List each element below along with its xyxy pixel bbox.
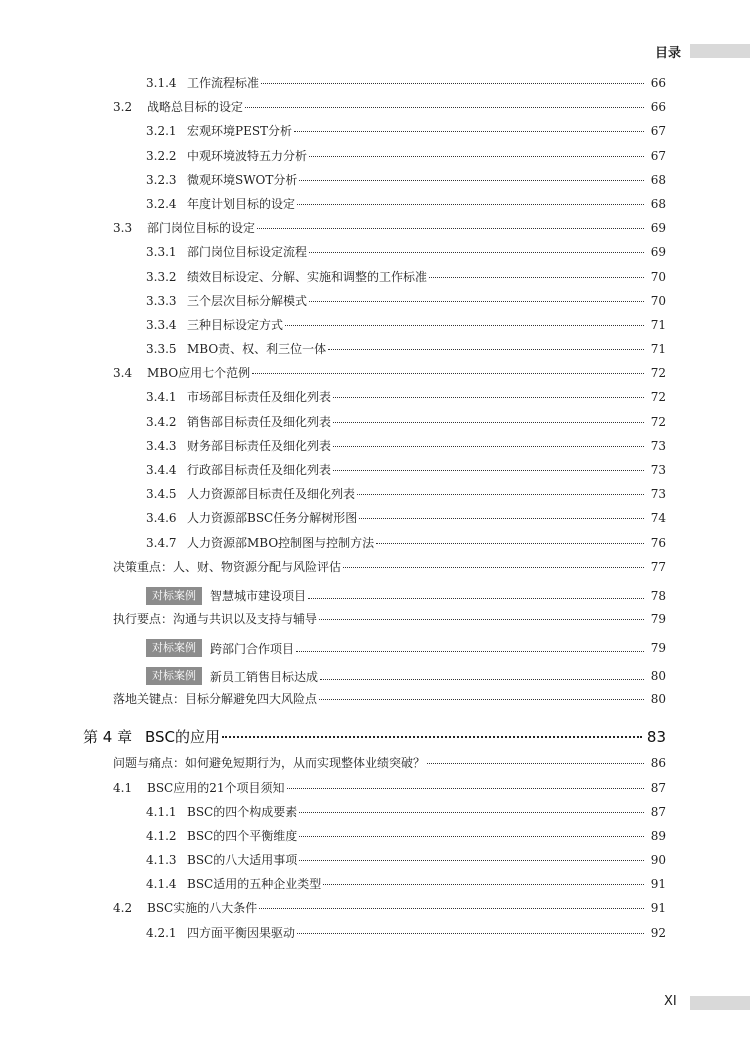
dot-leader [222, 736, 642, 738]
dot-leader [259, 908, 644, 909]
entry-number: 3.3.4 [146, 317, 177, 332]
entry-page: 68 [650, 172, 666, 187]
entry-number: 3.2.4 [146, 196, 177, 211]
dot-leader [309, 301, 644, 302]
entry-page: 71 [650, 342, 666, 357]
entry-title: BSC的八大适用事项 [187, 853, 298, 868]
entry-number: 3.3.2 [146, 269, 177, 284]
entry-title: MBO应用七个范例 [147, 366, 251, 381]
header-bar [690, 44, 750, 58]
dot-leader [309, 156, 644, 157]
entry-page: 72 [650, 414, 666, 429]
toc-entry[interactable] [146, 461, 666, 485]
entry-title: 绩效目标设定、分解、实施和调整的工作标准 [187, 269, 428, 284]
dot-leader [429, 277, 644, 278]
entry-number: 3.3.3 [146, 293, 177, 308]
dot-leader [309, 252, 644, 253]
entry-title: BSC应用的21个项目须知 [147, 780, 285, 795]
dot-leader [297, 933, 644, 934]
entry-title: 中观环境波特五力分析 [187, 148, 308, 163]
dot-leader [296, 651, 644, 652]
entry-page: 87 [650, 780, 666, 795]
toc-entry[interactable] [146, 243, 666, 267]
dot-leader [299, 812, 644, 813]
entry-page: 80 [650, 692, 666, 707]
entry-page: 73 [650, 463, 666, 477]
entry-page: 66 [650, 76, 666, 90]
dot-leader [297, 204, 644, 205]
toc-entry[interactable] [113, 690, 666, 714]
toc-entry[interactable] [146, 437, 666, 461]
entry-title: 人力资源部MBO控制图与控制方法 [187, 535, 375, 550]
toc-entry[interactable] [113, 779, 666, 803]
entry-page: 76 [650, 535, 666, 550]
entry-title: 问题与痛点：如何避免短期行为，从而实现整体业绩突破？ [113, 756, 426, 771]
case-badge: 对标案例 [146, 667, 202, 685]
toc-case-entry[interactable] [146, 662, 666, 690]
dot-leader [333, 422, 644, 423]
entry-title: 部门岗位目标设定流程 [187, 245, 308, 260]
entry-page: 67 [650, 148, 666, 163]
entry-number: 3.3.5 [146, 342, 177, 357]
entry-title: 年度计划目标的设定 [187, 196, 296, 211]
dot-leader [252, 373, 644, 374]
toc-entry[interactable] [146, 509, 666, 533]
entry-number: 3.4.4 [146, 463, 177, 477]
toc-case-entry[interactable] [146, 634, 666, 662]
dot-leader [294, 131, 644, 132]
dot-leader [299, 836, 644, 837]
entry-title: 三个层次目标分解模式 [187, 293, 308, 308]
entry-page: 69 [650, 221, 666, 236]
dot-leader [299, 860, 644, 861]
toc-entry[interactable] [113, 754, 666, 778]
entry-number: 3.4.6 [146, 511, 177, 526]
chapter-heading[interactable] [83, 714, 666, 754]
entry-title: 落地关键点：目标分解避免四大风险点 [113, 692, 318, 707]
chapter-number: 第 4 章 [83, 728, 133, 747]
dot-leader [245, 107, 644, 108]
entry-number: 4.2 [113, 901, 133, 916]
entry-page: 72 [650, 366, 666, 381]
toc-entry[interactable] [113, 219, 666, 243]
entry-title: 三种目标设定方式 [187, 317, 284, 332]
dot-leader [308, 598, 644, 599]
entry-title: 跨部门合作项目 [210, 641, 295, 656]
entry-number: 3.3.1 [146, 245, 177, 260]
toc-entry[interactable] [113, 364, 666, 388]
dot-leader [333, 397, 644, 398]
entry-page: 79 [650, 611, 666, 626]
toc-entry[interactable] [146, 171, 666, 195]
entry-page: 87 [650, 804, 666, 819]
dot-leader [376, 543, 644, 544]
toc-entry[interactable] [146, 388, 666, 412]
entry-page: 92 [650, 925, 666, 940]
entry-page: 66 [650, 100, 666, 115]
dot-leader [285, 325, 644, 326]
toc-entry[interactable] [146, 268, 666, 292]
entry-number: 3.2 [113, 100, 133, 115]
toc-entry[interactable] [146, 122, 666, 146]
entry-page: 91 [650, 877, 666, 892]
toc-entry[interactable] [113, 899, 666, 923]
toc-case-entry[interactable] [146, 582, 666, 610]
entry-page: 70 [650, 293, 666, 308]
dot-leader [333, 446, 644, 447]
entry-page: 80 [650, 669, 666, 684]
entry-title: 微观环境SWOT分析 [187, 172, 298, 187]
entry-page: 89 [650, 828, 666, 843]
entry-page: 86 [650, 756, 666, 771]
entry-page: 67 [650, 124, 666, 139]
entry-page: 90 [650, 853, 666, 868]
entry-number: 4.1.3 [146, 853, 177, 868]
entry-number: 3.4.3 [146, 438, 177, 453]
toc-entry[interactable] [146, 851, 666, 875]
entry-page: 91 [650, 901, 666, 916]
entry-number: 3.3 [113, 221, 133, 236]
entry-number: 4.1 [113, 780, 133, 795]
toc-section-b [0, 754, 750, 948]
entry-page: 69 [650, 245, 666, 260]
toc-entry[interactable] [146, 413, 666, 437]
entry-number: 3.2.1 [146, 124, 177, 139]
entry-title: 四方面平衡因果驱动 [187, 925, 296, 940]
entry-number: 3.4.2 [146, 414, 177, 429]
case-badge: 对标案例 [146, 587, 202, 605]
entry-page: 73 [650, 487, 666, 502]
dot-leader [261, 83, 644, 84]
toc-entry[interactable] [113, 558, 666, 582]
dot-leader [357, 494, 644, 495]
section-header: 目录 [655, 46, 682, 61]
dot-leader [257, 228, 644, 229]
dot-leader [320, 679, 644, 680]
entry-title: 人力资源部目标责任及细化列表 [187, 487, 356, 502]
entry-page: 77 [650, 559, 666, 574]
page-number: XI [664, 994, 677, 1009]
toc-entry[interactable] [146, 534, 666, 558]
entry-page: 71 [650, 317, 666, 332]
dot-leader [359, 518, 644, 519]
entry-number: 3.2.3 [146, 172, 177, 187]
toc-section-a [0, 74, 750, 714]
dot-leader [287, 788, 645, 789]
toc-entry[interactable] [113, 610, 666, 634]
dot-leader [323, 884, 644, 885]
dot-leader [319, 619, 644, 620]
entry-page: 72 [650, 390, 666, 405]
toc-entry[interactable] [146, 316, 666, 340]
chapter-page: 83 [646, 728, 666, 747]
dot-leader [299, 180, 644, 181]
entry-title: 战略总目标的设定 [147, 100, 244, 115]
entry-title: BSC的四个构成要素 [187, 804, 298, 819]
entry-page: 74 [650, 511, 666, 526]
entry-number: 4.1.2 [146, 828, 177, 843]
chapter-title: BSC的应用 [145, 728, 221, 747]
toc-entry[interactable] [146, 485, 666, 509]
entry-title: 部门岗位目标的设定 [147, 221, 256, 236]
entry-page: 73 [650, 438, 666, 453]
dot-leader [427, 763, 644, 764]
entry-title: BSC的四个平衡维度 [187, 828, 298, 843]
entry-title: 财务部目标责任及细化列表 [187, 438, 332, 453]
entry-page: 70 [650, 269, 666, 284]
toc-entry[interactable] [146, 74, 666, 98]
entry-page: 78 [650, 588, 666, 603]
entry-number: 4.1.4 [146, 877, 177, 892]
entry-title: 宏观环境PEST分析 [187, 124, 293, 139]
toc-entry[interactable] [146, 195, 666, 219]
toc-entry[interactable] [113, 98, 666, 122]
entry-number: 3.1.4 [146, 76, 177, 90]
toc-entry[interactable] [146, 147, 666, 171]
toc-entry[interactable] [146, 924, 666, 948]
entry-title: 决策重点：人、财、物资源分配与风险评估 [113, 559, 342, 574]
entry-title: 人力资源部BSC任务分解树形图 [187, 511, 358, 526]
entry-title: MBO责、权、利三位一体 [187, 342, 327, 357]
entry-title: 销售部目标责任及细化列表 [187, 414, 332, 429]
entry-number: 3.4 [113, 366, 133, 381]
entry-title: BSC实施的八大条件 [147, 901, 258, 916]
entry-title: BSC适用的五种企业类型 [187, 877, 322, 892]
toc-entry[interactable] [146, 803, 666, 827]
toc-entry[interactable] [146, 827, 666, 851]
entry-number: 3.2.2 [146, 148, 177, 163]
toc-entry[interactable] [146, 340, 666, 364]
entry-page: 79 [650, 641, 666, 656]
entry-title: 新员工销售目标达成 [210, 669, 319, 684]
entry-page: 68 [650, 196, 666, 211]
dot-leader [343, 567, 644, 568]
entry-number: 3.4.7 [146, 535, 177, 550]
entry-number: 4.1.1 [146, 804, 177, 819]
toc-entry[interactable] [146, 292, 666, 316]
dot-leader [333, 470, 644, 471]
entry-title: 行政部目标责任及细化列表 [187, 463, 332, 477]
entry-number: 4.2.1 [146, 925, 177, 940]
entry-number: 3.4.5 [146, 487, 177, 502]
case-badge: 对标案例 [146, 639, 202, 657]
toc-entry[interactable] [146, 875, 666, 899]
entry-title: 执行要点：沟通与共识以及支持与辅导 [113, 611, 318, 626]
dot-leader [319, 699, 644, 700]
entry-title: 市场部目标责任及细化列表 [187, 390, 332, 405]
table-of-contents [0, 74, 750, 948]
footer-bar [690, 996, 750, 1010]
entry-number: 3.4.1 [146, 390, 177, 405]
entry-title: 工作流程标准 [187, 76, 260, 90]
entry-title: 智慧城市建设项目 [210, 589, 307, 604]
dot-leader [328, 349, 644, 350]
